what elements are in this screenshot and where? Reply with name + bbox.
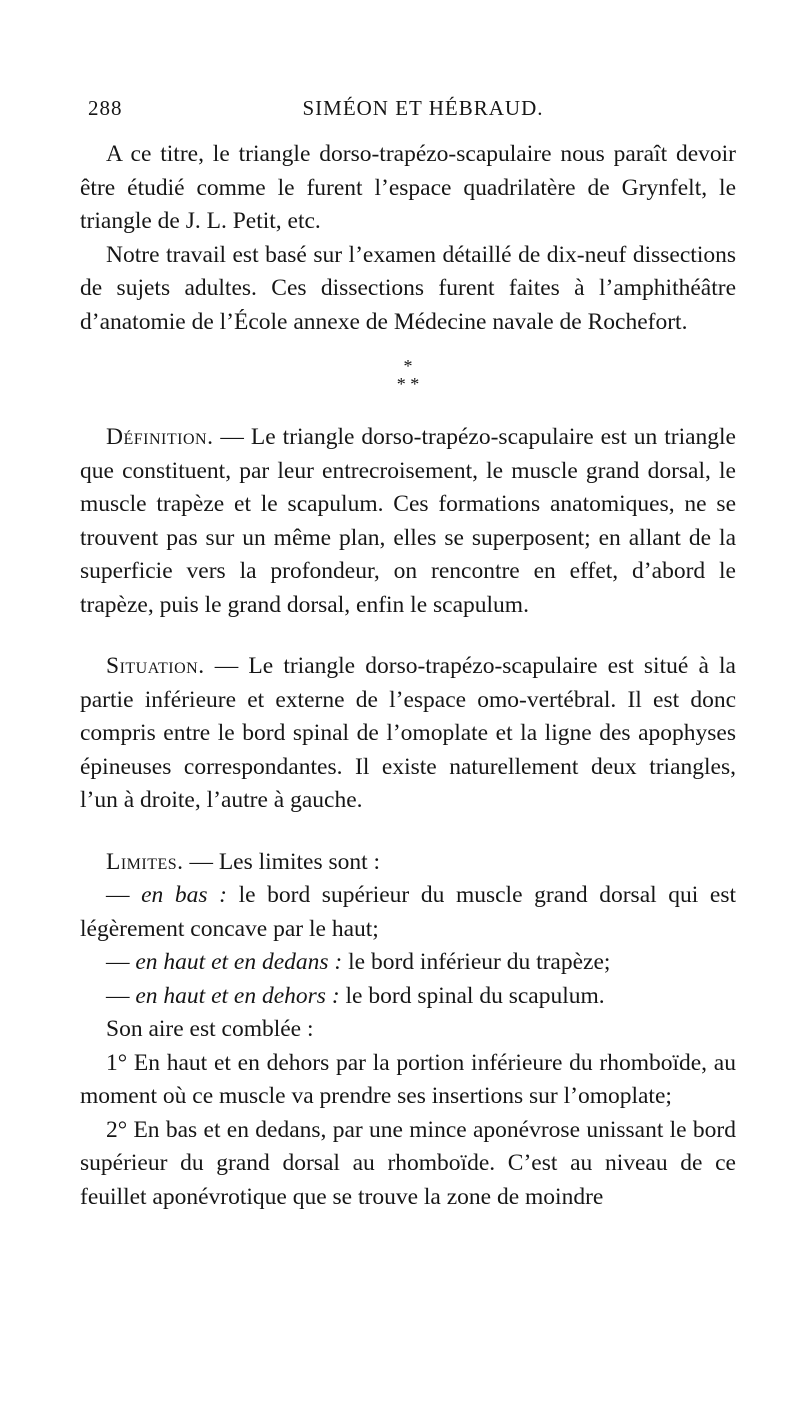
situation-text: — Le triangle dorso-trapézo-scapulaire est situé à la partie inférieure et externe de l’espace omo-vertébral. Il est donc compris entre le bord spinal de l’omoplate et la ligne des apophyses épineuses correspondantes. Il existe naturellement deux triangles, l’un à droite, l’autre à gauche. xyxy=(80,653,736,813)
asterism-bottom: * * xyxy=(396,374,420,394)
limit-item xyxy=(80,879,736,946)
page-number: 288 xyxy=(88,96,123,120)
page-header xyxy=(80,96,736,122)
limit-dash: — xyxy=(106,882,142,908)
running-head: SIMÉON ET HÉBRAUD. xyxy=(302,96,544,120)
limit-text: le bord spinal du scapulum. xyxy=(339,982,605,1009)
section-limites xyxy=(80,846,736,880)
body-text xyxy=(80,138,736,1214)
section-definition xyxy=(80,421,736,622)
limit-item xyxy=(80,980,736,1014)
aire-item: 1° En haut et en dehors par la portion inférieure du rhomboïde, au moment où ce muscle va prendre ses insertions sur l’omoplate; xyxy=(80,1049,736,1109)
asterism-separator xyxy=(80,357,736,393)
asterism-top: * xyxy=(403,356,413,376)
limites-heading: Limites. xyxy=(106,848,184,875)
limit-item xyxy=(80,946,736,980)
limit-label: en haut et en dedans : xyxy=(135,949,343,975)
limit-label: en haut et en dehors : xyxy=(135,982,340,1009)
aire-item: 2° En bas et en dedans, par une mince aponévrose unissant le bord supérieur du grand dorsal au rhomboïde. C’est au niveau de ce feuillet aponévrotique que se trouve la zone de moindre xyxy=(80,1116,736,1210)
section-situation xyxy=(80,650,736,818)
paragraph-intro: A ce titre, le triangle dorso-trapézo-scapulaire nous paraît devoir être étudié comme le furent l’espace quadrilatère de Grynfelt, le triangle de J. L. Petit, etc. xyxy=(80,141,736,234)
limit-dash: — xyxy=(106,949,136,975)
situation-heading: Situation. xyxy=(106,653,205,679)
definition-heading: Définition. xyxy=(106,424,214,450)
limit-text: le bord supérieur du muscle grand dorsal qui est légèrement concave par le haut; xyxy=(80,882,737,942)
limit-text: le bord inférieur du trapèze; xyxy=(342,949,611,975)
paragraph-work-basis: Notre travail est basé sur l’examen détaillé de dix-neuf dissections de sujets adultes. Ces dissections furent faites à l’amphithéâtre d’anatomie de l’École annexe de Médecine navale de Rochefort. xyxy=(80,241,736,335)
aire-intro: Son aire est comblée : xyxy=(106,1016,314,1042)
book-page xyxy=(80,96,736,1214)
definition-text: — Le triangle dorso-trapézo-scapulaire est un triangle que constituent, par leur entrecroisement, le muscle grand dorsal, le muscle trapèze et le scapulum. Ces formations anatomiques, ne se trouvent pas sur un même plan, elles se superposent; en allant de la superficie vers la profondeur, on rencontre en effet, d’abord le trapèze, puis le grand dorsal, enfin le scapulum. xyxy=(80,424,736,618)
limit-label: en bas : xyxy=(141,882,227,908)
limit-dash: — xyxy=(106,982,136,1009)
limites-text: — Les limites sont : xyxy=(183,848,381,875)
